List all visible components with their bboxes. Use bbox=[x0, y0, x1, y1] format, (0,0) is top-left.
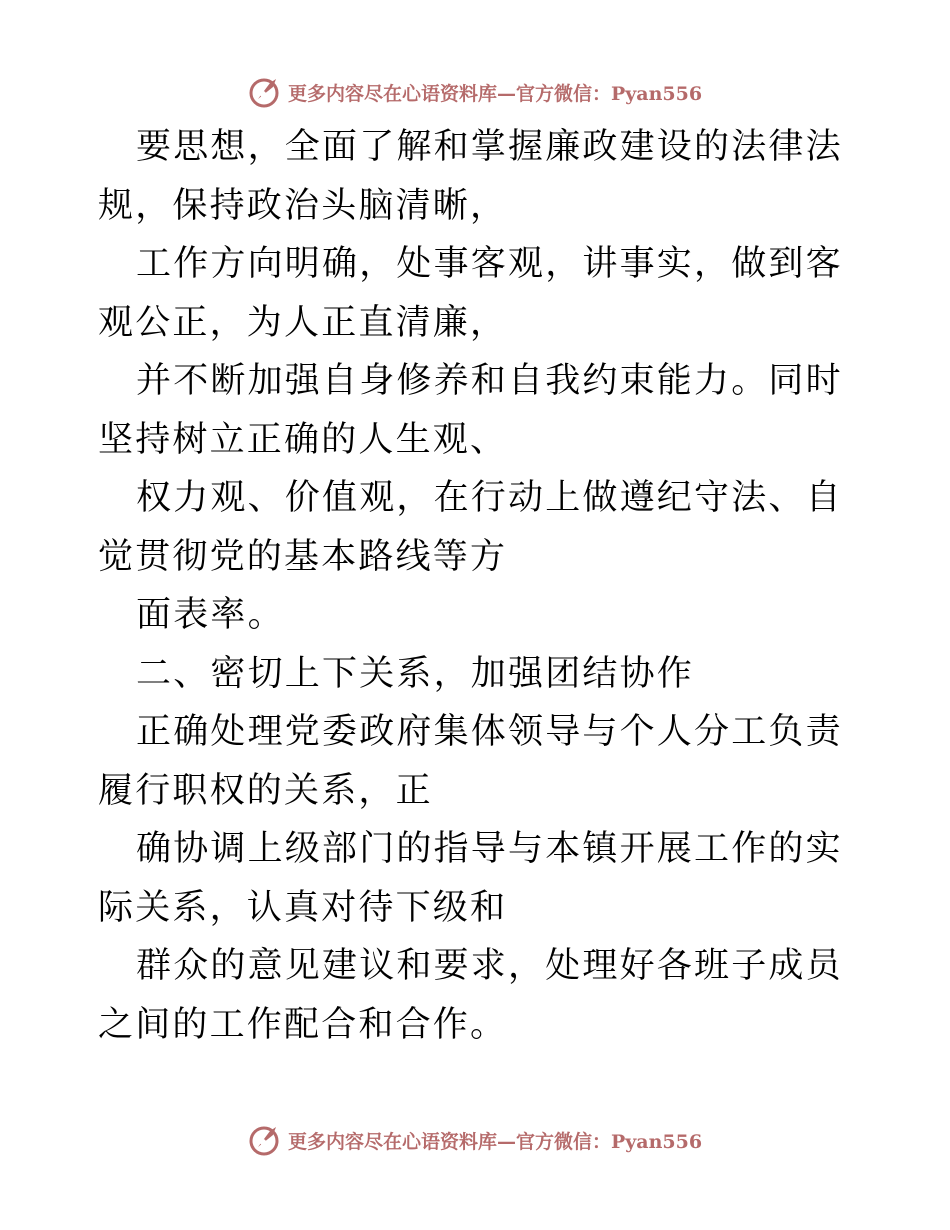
header-banner-text: 更多内容尽在心语资料库—官方微信：Pyan556 bbox=[287, 82, 703, 105]
section-heading: 二、密切上下关系，加强团结协作 bbox=[136, 653, 695, 694]
paragraph: 群众的意见建议和要求，处理好各班子成员之间的工作配合和合作。 bbox=[98, 946, 843, 1045]
paragraph: 并不断加强自身修养和自我约束能力。同时坚持树立正确的人生观、 bbox=[98, 361, 843, 460]
header-banner bbox=[0, 72, 950, 112]
paragraph: 面表率。 bbox=[136, 595, 285, 635]
paragraph: 要思想，全面了解和掌握廉政建设的法律法规，保持政治头脑清晰， bbox=[98, 127, 843, 226]
paragraph: 正确处理党委政府集体领导与个人分工负责履行职权的关系，正 bbox=[98, 712, 843, 811]
document-body bbox=[98, 118, 858, 1054]
footer-banner bbox=[0, 1120, 950, 1160]
paragraph: 确协调上级部门的指导与本镇开展工作的实际关系，认真对待下级和 bbox=[98, 829, 843, 928]
quill-logo-icon bbox=[248, 1123, 282, 1157]
paragraph: 工作方向明确，处事客观，讲事实，做到客观公正，为人正直清廉， bbox=[98, 244, 843, 343]
footer-banner-text: 更多内容尽在心语资料库—官方微信：Pyan556 bbox=[287, 1130, 703, 1153]
paragraph: 权力观、价值观，在行动上做遵纪守法、自觉贯彻党的基本路线等方 bbox=[98, 478, 843, 577]
quill-logo-icon bbox=[248, 75, 282, 109]
